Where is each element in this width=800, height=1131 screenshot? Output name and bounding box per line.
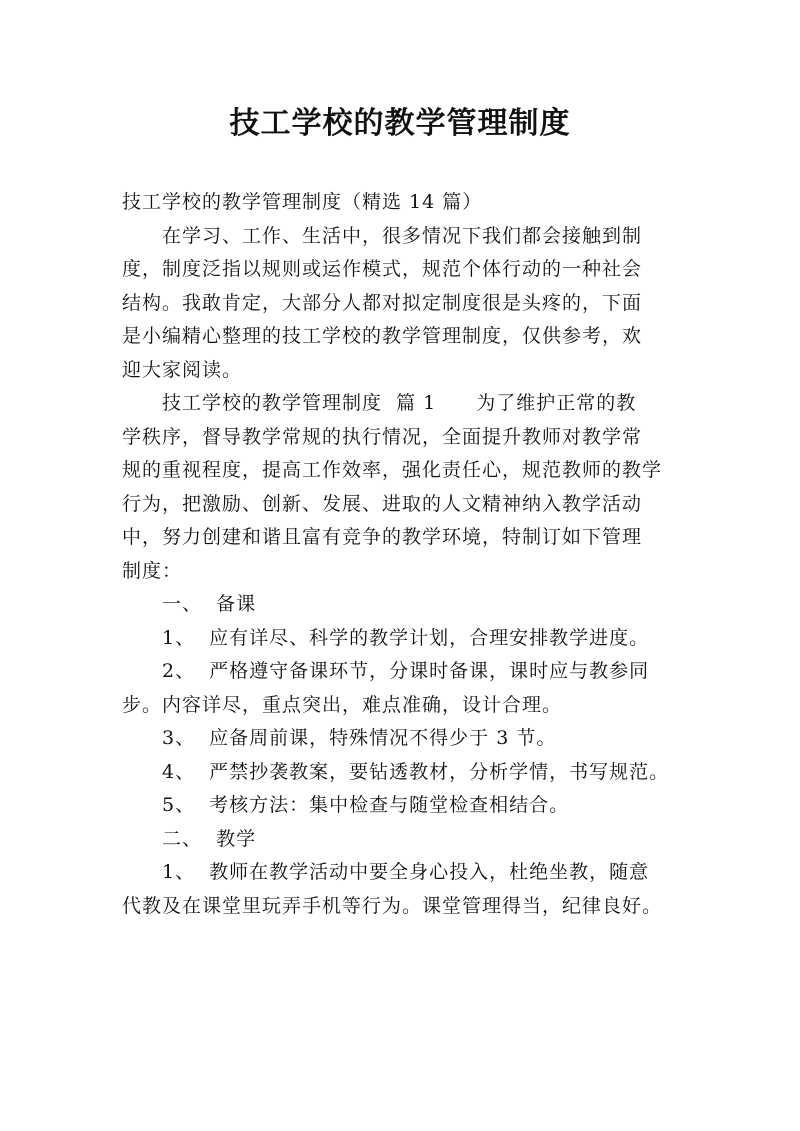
text-line: 结构。我敢肯定，大部分人都对拟定制度很是头疼的，下面 <box>122 291 643 314</box>
text-line: 4、 严禁抄袭教案，要钻透教材，分析学情，书写规范。 <box>122 760 670 783</box>
text-line: 中，努力创建和谐且富有竞争的教学环境，特制订如下管理 <box>122 526 643 548</box>
document-body <box>122 186 692 923</box>
text-line: 在学习、工作、生活中，很多情况下我们都会接触到制 <box>122 224 643 247</box>
text-line: 制度： <box>122 559 183 582</box>
text-line: 3、 应备周前课，特殊情况不得少于 3 节。 <box>122 727 557 749</box>
text-line: 1、 应有详尽、科学的教学计划，合理安排教学进度。 <box>122 626 650 649</box>
text-line: 代教及在课堂里玩弄手机等行为。课堂管理得当，纪律良好。 <box>122 894 663 917</box>
text-line: 步。内容详尽，重点突出，难点准确，设计合理。 <box>122 693 563 716</box>
text-line: 是小编精心整理的技工学校的教学管理制度，仅供参考，欢 <box>122 325 643 347</box>
text-line: 1、 教师在教学活动中要全身心投入，杜绝坐教，随意 <box>122 861 650 883</box>
text-line: 学秩序，督导教学常规的执行情况，全面提升教师对教学常 <box>122 425 643 448</box>
text-line: 技工学校的教学管理制度（精选 14 篇） <box>122 191 483 213</box>
text-line: 行为，把激励、创新、发展、进取的人文精神纳入教学活动 <box>122 492 643 515</box>
text-line: 规的重视程度，提高工作效率，强化责任心，规范教师的教学 <box>122 459 663 481</box>
text-line: 度，制度泛指以规则或运作模式，规范个体行动的一种社会 <box>122 258 643 280</box>
text-line: 一、 备课 <box>122 593 257 615</box>
text-line: 二、 教学 <box>122 827 257 850</box>
text-line: 技工学校的教学管理制度 篇 1 为了维护正常的教 <box>122 392 637 414</box>
text-line: 迎大家阅读。 <box>122 358 243 381</box>
text-line: 2、 严格遵守备课环节，分课时备课，课时应与教参同 <box>122 660 650 682</box>
text-line: 5、 考核方法：集中检查与随堂检查相结合。 <box>122 794 570 816</box>
document-title: 技工学校的教学管理制度 <box>229 106 571 141</box>
